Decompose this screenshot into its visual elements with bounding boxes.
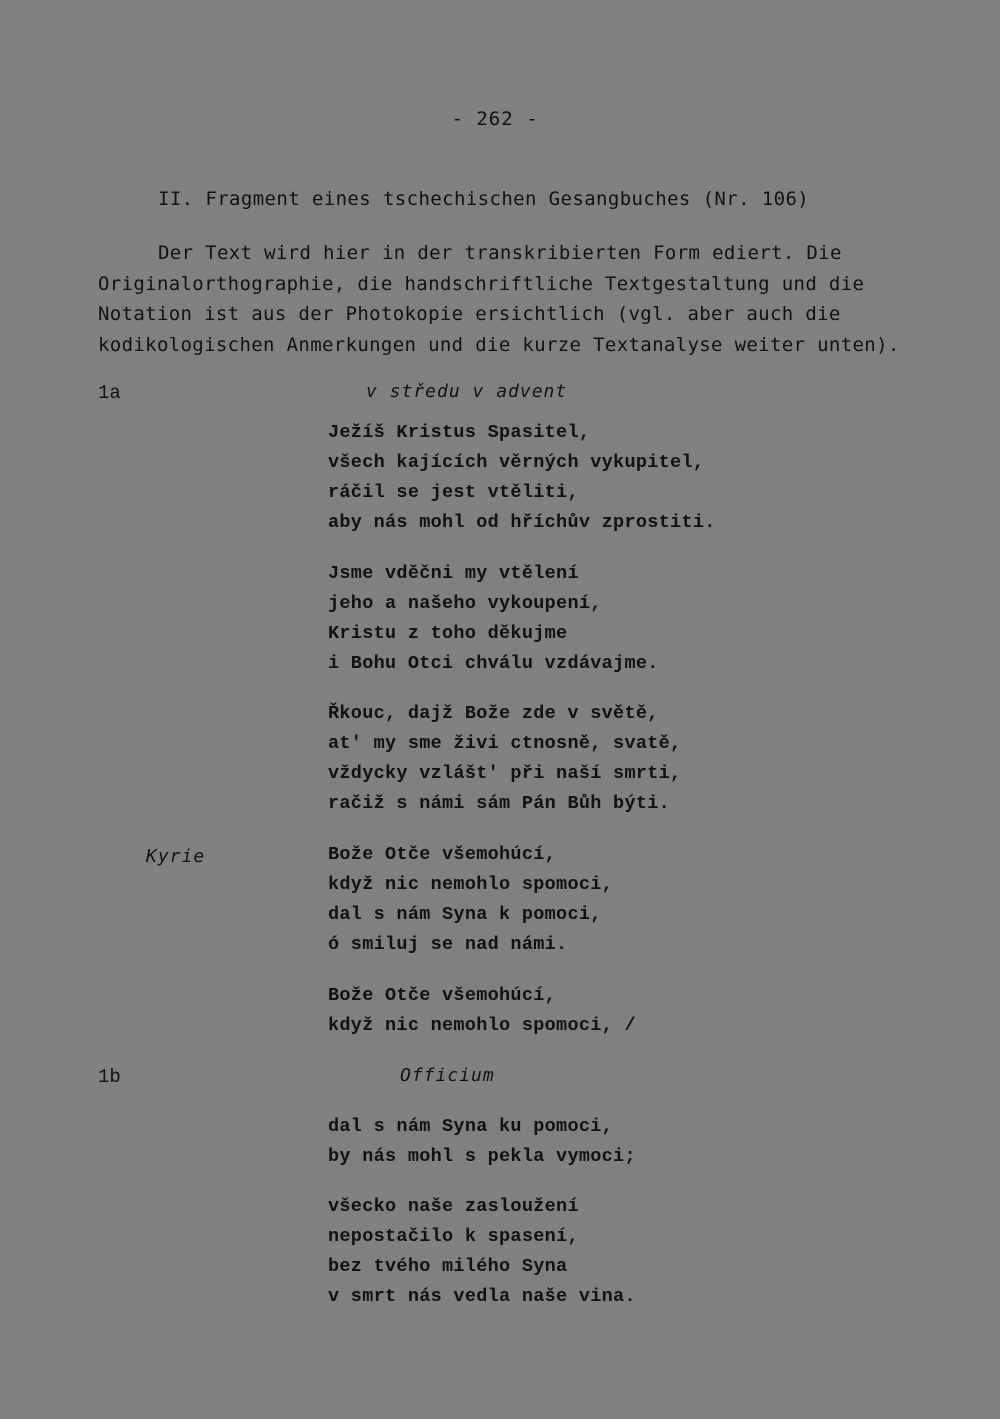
intro-line: Notation ist aus der Photokopie ersichtlich (vgl. aber auch die — [98, 303, 841, 325]
verse-line: by nás mohl s pekla vymoci; — [328, 1146, 636, 1167]
intro-line: Originalorthographie, die handschriftliche Textgestaltung und die — [98, 272, 865, 295]
folio-marker-1b: 1b — [98, 1066, 121, 1088]
intro-paragraph — [98, 238, 938, 360]
verse-line: v smrt nás vedla naše vina. — [328, 1286, 636, 1307]
verse-line: Kristu z toho děkujme — [328, 623, 568, 644]
verse-line: aby nás mohl od hříchův zprostiti. — [328, 512, 716, 533]
verse-line: ráčil se jest vtěliti, — [328, 482, 579, 503]
stanza — [328, 559, 659, 679]
verse-line: dal s nám Syna ku pomoci, — [328, 1116, 614, 1137]
verse-line: Bože Otče všemohúcí, — [328, 844, 557, 865]
verse-line: jeho a našeho vykoupení, — [328, 593, 602, 614]
verse-line: i Bohu Otci chválu vzdávajme. — [328, 653, 659, 674]
intro-line: kodikologischen Anmerkungen und die kurze Textanalyse weiter unten). — [98, 333, 900, 356]
stanza — [328, 1112, 636, 1172]
stanza — [328, 840, 613, 960]
verse-line: když nic nemohlo spomoci, — [328, 874, 614, 895]
section-1a-title: v středu v advent — [366, 381, 568, 402]
verse-line: vždycky vzlášt' při naší smrti, — [328, 763, 682, 784]
page-number: - 262 - — [451, 108, 539, 130]
verse-line: dal s nám Syna k pomoci, — [328, 904, 602, 925]
verse-line: ó smiluj se nad námi. — [328, 934, 568, 955]
verse-line: nepostačilo k spasení, — [328, 1226, 579, 1247]
folio-marker-1a: 1a — [98, 382, 121, 404]
verse-line: Ježíš Kristus Spasitel, — [328, 422, 591, 443]
verse-line: Bože Otče všemohúcí, — [328, 985, 557, 1006]
verse-line: Řkouc, dajž Bože zde v světě, — [328, 703, 659, 724]
verse-line: bez tvého milého Syna — [328, 1256, 568, 1277]
stanza — [328, 981, 636, 1041]
verse-line: račiž s námi sám Pán Bůh býti. — [328, 793, 671, 814]
section-heading: II. Fragment eines tschechischen Gesangbuches (Nr. 106) — [158, 188, 810, 210]
intro-line: Der Text wird hier in der transkribierten Form ediert. Die — [158, 242, 842, 264]
stanza — [328, 699, 681, 819]
verse-line: Jsme vděčni my vtělení — [328, 563, 579, 584]
kyrie-label: Kyrie — [146, 846, 206, 867]
section-1b-title: Officium — [400, 1065, 495, 1086]
verse-line: když nic nemohlo spomoci, / — [328, 1015, 636, 1036]
verse-line: všech kajících věrných vykupitel, — [328, 452, 705, 473]
stanza — [328, 1192, 636, 1312]
verse-line: at' my sme živi ctnosně, svatě, — [328, 733, 682, 754]
verse-line: všecko naše zasloužení — [328, 1196, 579, 1217]
stanza — [328, 418, 716, 538]
